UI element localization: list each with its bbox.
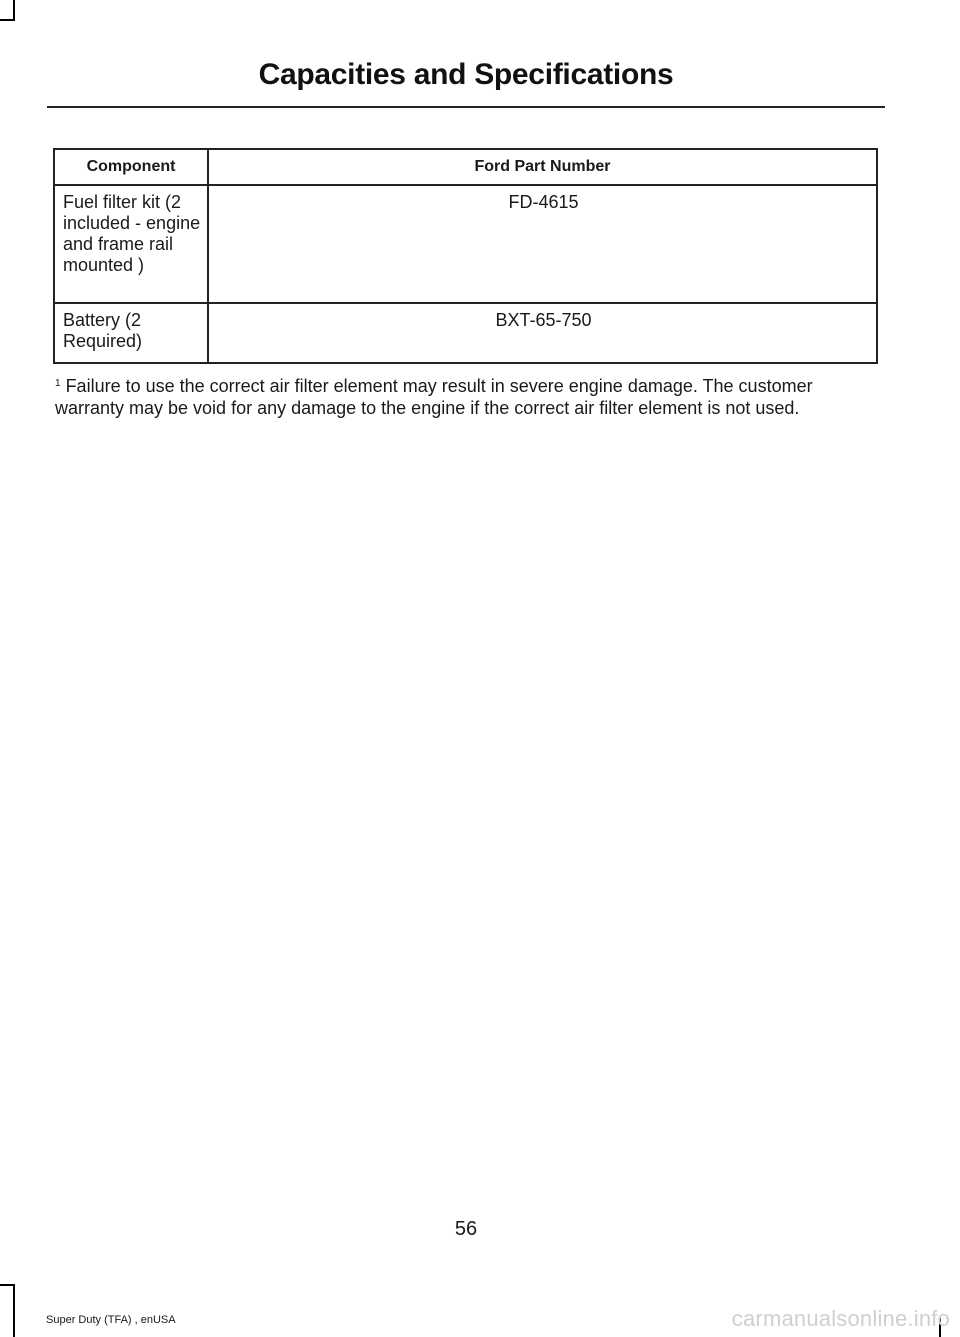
crop-mark-top-left-vertical [13, 0, 15, 20]
page-number: 56 [454, 1218, 478, 1240]
table-row [54, 185, 877, 303]
watermark: carmanualsonline.info [731, 1306, 950, 1331]
component-cell: Fuel filter kit (2 included - engine and frame rail mounted ) [54, 185, 208, 303]
crop-mark-bottom-left-horizontal [0, 1284, 15, 1286]
footnote-marker: 1 [55, 378, 61, 389]
part-number-cell: BXT-65-750 [208, 303, 877, 363]
crop-mark-top-left-horizontal [0, 19, 15, 21]
crop-mark-bottom-left-vertical [13, 1284, 15, 1337]
column-header-part-number: Ford Part Number [208, 149, 877, 185]
footnote-text: Failure to use the correct air filter element may result in severe engine damage. The customer warranty may be void for any damage to the engine if the correct air filter element is not used. [55, 376, 813, 418]
part-number-cell: FD-4615 [208, 185, 877, 303]
column-header-component: Component [54, 149, 208, 185]
table-row [54, 303, 877, 363]
footnote [55, 373, 865, 419]
title-divider [47, 106, 885, 108]
edition-label: Super Duty (TFA) , enUSA [46, 1314, 176, 1326]
table-header-row [54, 149, 877, 185]
component-cell: Battery (2 Required) [54, 303, 208, 363]
page-title: Capacities and Specifications [258, 58, 674, 91]
part-number-table [53, 148, 878, 364]
